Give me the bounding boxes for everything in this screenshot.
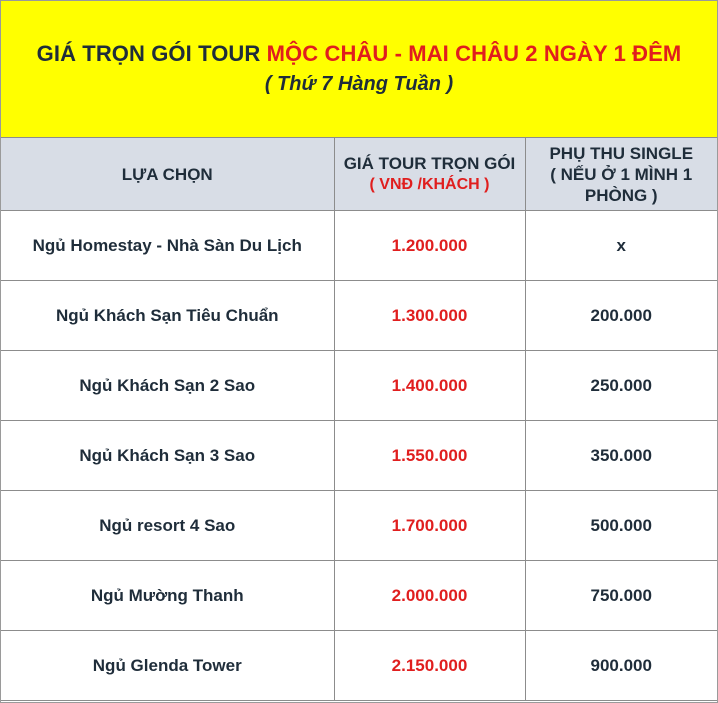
column-header-surcharge bbox=[525, 138, 717, 211]
column-header-price-label: GIÁ TOUR TRỌN GÓI bbox=[343, 154, 516, 173]
title-tour-name: MỘC CHÂU - MAI CHÂU 2 NGÀY 1 ĐÊM bbox=[266, 41, 682, 66]
table-row bbox=[1, 211, 717, 281]
table-row bbox=[1, 491, 717, 561]
table-row bbox=[1, 631, 717, 701]
table-row bbox=[1, 351, 717, 421]
option-cell: Ngủ Mường Thanh bbox=[1, 561, 334, 631]
price-cell: 1.200.000 bbox=[334, 211, 525, 281]
table-row bbox=[1, 421, 717, 491]
price-cell: 2.150.000 bbox=[334, 631, 525, 701]
surcharge-cell: 900.000 bbox=[525, 631, 717, 701]
surcharge-cell: 350.000 bbox=[525, 421, 717, 491]
surcharge-cell: x bbox=[525, 211, 717, 281]
column-header-price-unit: ( VNĐ /KHÁCH ) bbox=[369, 176, 490, 193]
price-cell: 1.550.000 bbox=[334, 421, 525, 491]
title-prefix: GIÁ TRỌN GÓI TOUR bbox=[36, 41, 267, 66]
surcharge-cell: 250.000 bbox=[525, 351, 717, 421]
option-cell: Ngủ Khách Sạn 2 Sao bbox=[1, 351, 334, 421]
price-cell: 1.300.000 bbox=[334, 281, 525, 351]
surcharge-cell: 750.000 bbox=[525, 561, 717, 631]
column-header-option bbox=[1, 138, 334, 211]
option-cell: Ngủ Homestay - Nhà Sàn Du Lịch bbox=[1, 211, 334, 281]
column-header-surcharge-line2: ( NẾU Ở 1 MÌNH 1 bbox=[550, 164, 693, 184]
column-header-option-label: LỰA CHỌN bbox=[121, 164, 213, 184]
price-table bbox=[1, 138, 717, 701]
column-header-price bbox=[334, 138, 525, 211]
column-header-surcharge-line1: PHỤ THU SINGLE bbox=[549, 143, 694, 163]
surcharge-cell: 500.000 bbox=[525, 491, 717, 561]
option-cell: Ngủ Glenda Tower bbox=[1, 631, 334, 701]
table-header-row bbox=[1, 138, 717, 211]
option-cell: Ngủ Khách Sạn Tiêu Chuẩn bbox=[1, 281, 334, 351]
price-cell: 1.400.000 bbox=[334, 351, 525, 421]
title-banner bbox=[1, 1, 717, 138]
table-row bbox=[1, 561, 717, 631]
price-cell: 1.700.000 bbox=[334, 491, 525, 561]
page-title bbox=[1, 41, 717, 67]
option-cell: Ngủ Khách Sạn 3 Sao bbox=[1, 421, 334, 491]
column-header-surcharge-line3: PHÒNG ) bbox=[584, 185, 658, 205]
page-subtitle: ( Thứ 7 Hàng Tuần ) bbox=[264, 73, 454, 95]
option-cell: Ngủ resort 4 Sao bbox=[1, 491, 334, 561]
surcharge-cell: 200.000 bbox=[525, 281, 717, 351]
price-cell: 2.000.000 bbox=[334, 561, 525, 631]
table-row bbox=[1, 281, 717, 351]
